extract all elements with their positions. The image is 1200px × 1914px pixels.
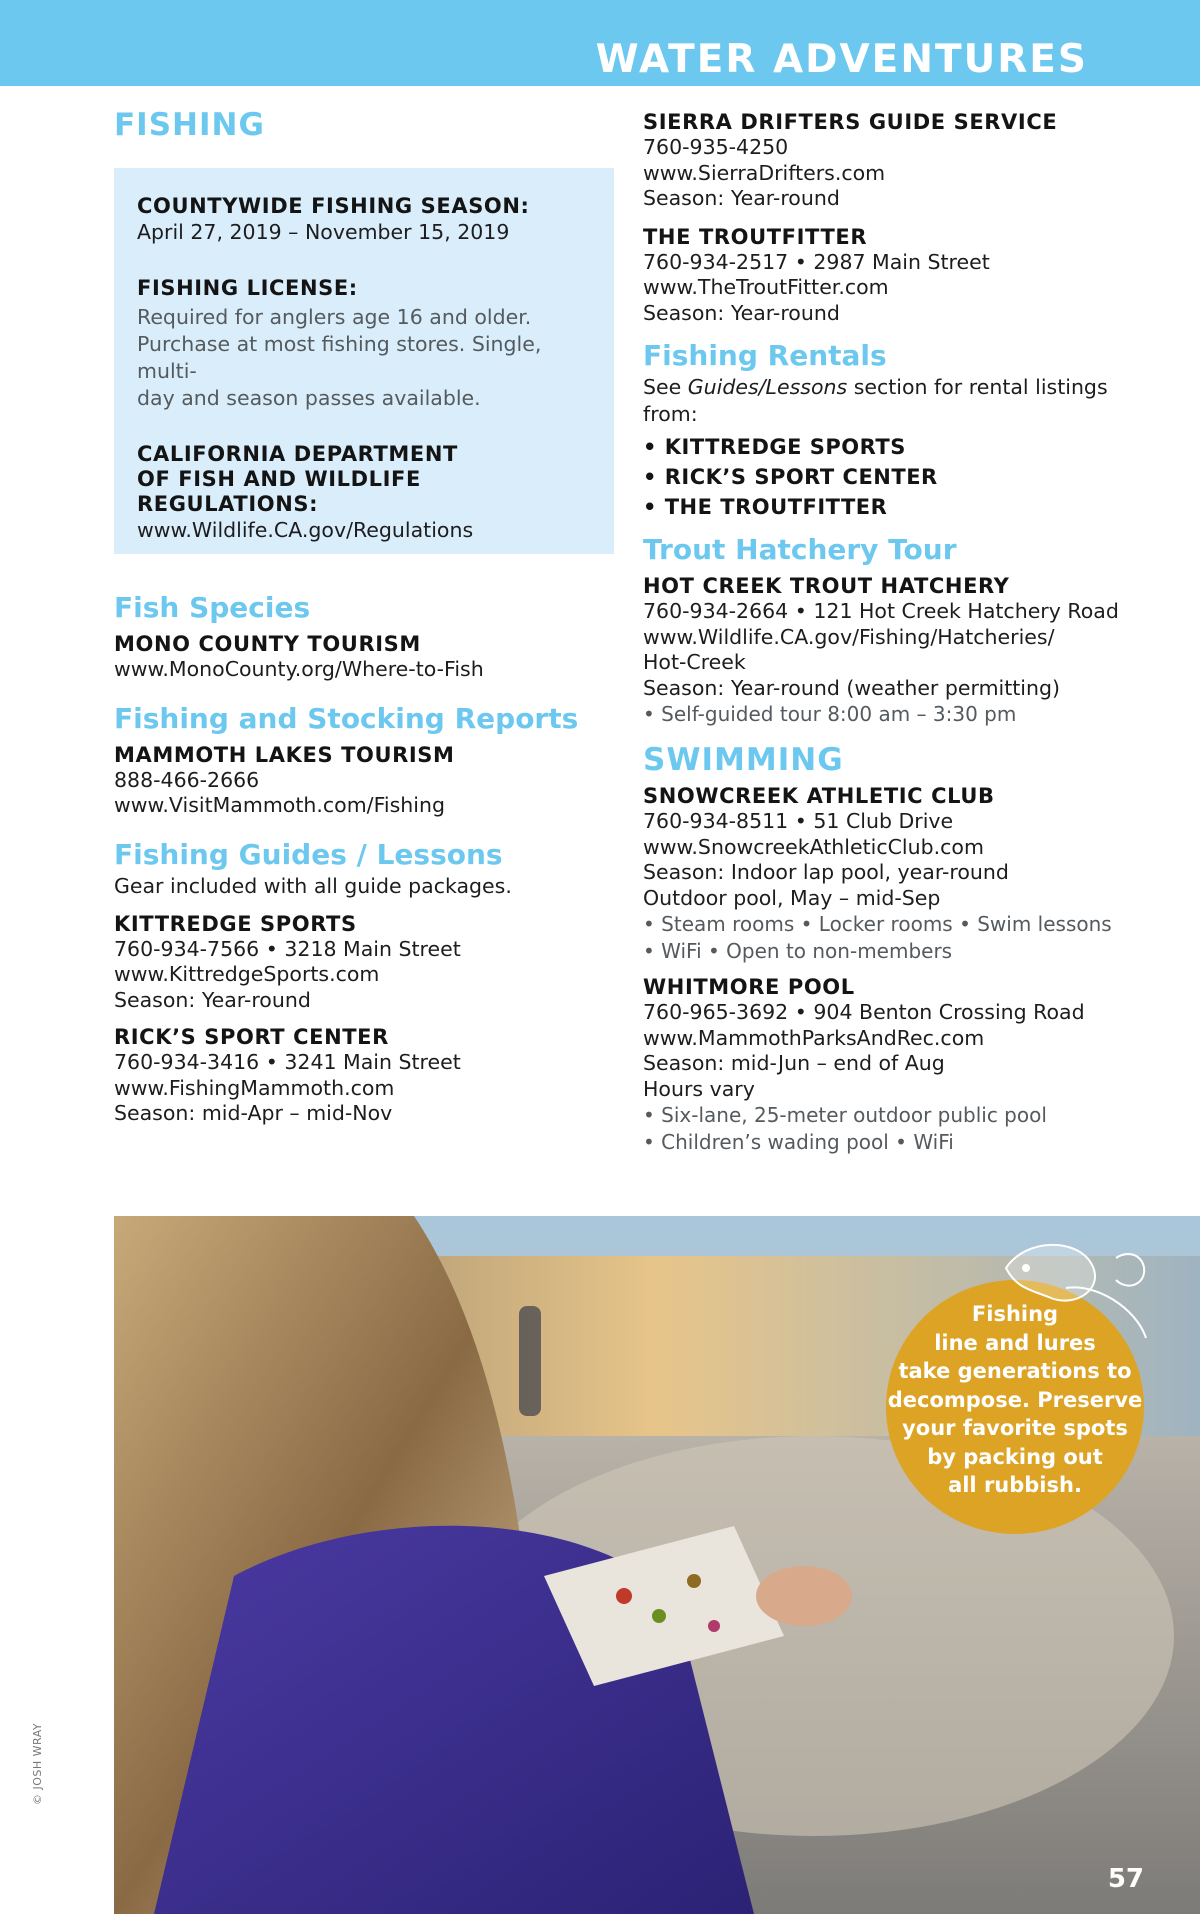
listing-season: Season: Year-round bbox=[114, 987, 311, 1012]
cdfw-heading: REGULATIONS: bbox=[137, 492, 319, 516]
fishing-info-box bbox=[114, 168, 614, 554]
listing-amenities: • Children’s wading pool • WiFi bbox=[643, 1130, 954, 1154]
listing-name: KITTREDGE SPORTS bbox=[114, 911, 357, 936]
listing-amenities: • Steam rooms • Locker rooms • Swim lessons bbox=[643, 912, 1112, 936]
callout-line: take generations to bbox=[898, 1359, 1132, 1383]
license-line: Purchase at most fishing stores. Single, multi- bbox=[137, 332, 542, 383]
listing-amenities: • Six-lane, 25-meter outdoor public pool bbox=[643, 1103, 1047, 1127]
listing-name: HOT CREEK TROUT HATCHERY bbox=[643, 574, 1010, 598]
photo-fly bbox=[687, 1574, 701, 1588]
rental-item: • KITTREDGE SPORTS bbox=[643, 435, 906, 459]
cdfw-heading: OF FISH AND WILDLIFE bbox=[137, 467, 421, 491]
photo-distant-figure bbox=[519, 1306, 541, 1416]
cdfw-heading: CALIFORNIA DEPARTMENT bbox=[137, 442, 458, 466]
photo-fly bbox=[708, 1620, 720, 1632]
page-title: WATER ADVENTURES bbox=[595, 37, 1088, 82]
listing-season: Season: Year-round bbox=[643, 300, 840, 325]
rentals-intro: See Guides/Lessons section for rental listings from: bbox=[643, 375, 1108, 426]
mono-county-name: MONO COUNTY TOURISM bbox=[114, 632, 421, 656]
mono-county-url[interactable]: www.MonoCounty.org/Where-to-Fish bbox=[114, 657, 484, 681]
fishing-rentals-title: Fishing Rentals bbox=[643, 339, 887, 372]
license-line: Required for anglers age 16 and older. bbox=[137, 305, 532, 329]
listing-contact: 760-934-7566 • 3218 Main Street bbox=[114, 936, 461, 961]
listing-url-cont[interactable]: Hot-Creek bbox=[643, 650, 746, 674]
listing-phone: 760-935-4250 bbox=[643, 135, 789, 159]
listing-contact: 760-934-2664 • 121 Hot Creek Hatchery Road bbox=[643, 599, 1119, 623]
callout-line: by packing out bbox=[927, 1444, 1103, 1469]
mammoth-tourism-name: MAMMOTH LAKES TOURISM bbox=[114, 742, 455, 767]
guide-listing-troutfitter bbox=[643, 225, 1163, 327]
listing-url[interactable]: www.TheTroutFitter.com bbox=[643, 275, 889, 299]
rental-item: • RICK’S SPORT CENTER bbox=[643, 465, 938, 489]
license-heading: FISHING LICENSE: bbox=[137, 276, 358, 300]
mammoth-tourism-url[interactable]: www.VisitMammoth.com/Fishing bbox=[114, 793, 445, 817]
page-number: 57 bbox=[1107, 1864, 1144, 1894]
season-dates: April 27, 2019 – November 15, 2019 bbox=[137, 220, 510, 244]
callout-line: line and lures bbox=[934, 1330, 1096, 1355]
listing-name: THE TROUTFITTER bbox=[643, 224, 868, 249]
photo-fly bbox=[616, 1588, 632, 1604]
photo-fly bbox=[652, 1609, 666, 1623]
left-listings bbox=[114, 590, 614, 1127]
hatchery-listing bbox=[643, 574, 1163, 728]
guides-note: Gear included with all guide packages. bbox=[114, 873, 512, 898]
listing-contact: 760-965-3692 • 904 Benton Crossing Road bbox=[643, 1000, 1085, 1024]
swim-listing-whitmore bbox=[643, 975, 1163, 1156]
listing-contact: 760-934-2517 • 2987 Main Street bbox=[643, 249, 990, 274]
listing-url[interactable]: www.Wildlife.CA.gov/Fishing/Hatcheries/ bbox=[643, 624, 1055, 649]
listing-season: Season: Indoor lap pool, year-round bbox=[643, 860, 1009, 884]
listing-contact: 760-934-3416 • 3241 Main Street bbox=[114, 1050, 461, 1074]
listing-name: WHITMORE POOL bbox=[643, 975, 855, 999]
callout-line: Fishing bbox=[971, 1302, 1059, 1326]
callout-line: all rubbish. bbox=[948, 1473, 1082, 1497]
rental-item: • THE TROUTFITTER bbox=[643, 495, 888, 519]
callout-text bbox=[886, 1300, 1144, 1500]
listing-url[interactable]: www.FishingMammoth.com bbox=[114, 1075, 395, 1100]
listing-hours: Hours vary bbox=[643, 1076, 755, 1101]
right-column bbox=[643, 110, 1163, 1156]
photo-credit: © JOSH WRAY bbox=[31, 1722, 44, 1805]
left-column bbox=[114, 105, 614, 145]
listing-name: SIERRA DRIFTERS GUIDE SERVICE bbox=[643, 110, 1058, 134]
fishing-guides-title: Fishing Guides / Lessons bbox=[114, 837, 503, 871]
photo-hand bbox=[756, 1566, 852, 1626]
listing-amenities: • WiFi • Open to non-members bbox=[643, 939, 953, 963]
season-heading: COUNTYWIDE FISHING SEASON: bbox=[137, 194, 530, 218]
fishing-title: FISHING bbox=[114, 107, 265, 143]
cdfw-url[interactable]: www.Wildlife.CA.gov/Regulations bbox=[137, 518, 474, 542]
listing-url[interactable]: www.KittredgeSports.com bbox=[114, 962, 380, 986]
fishing-reports-title: Fishing and Stocking Reports bbox=[114, 701, 579, 735]
listing-season: Season: Year-round bbox=[643, 186, 840, 210]
guide-listing-ricks bbox=[114, 1025, 614, 1127]
listing-season: Season: mid-Jun – end of Aug bbox=[643, 1051, 945, 1075]
listing-url[interactable]: www.MammothParksAndRec.com bbox=[643, 1025, 985, 1050]
guide-listing-sierra-drifters bbox=[643, 110, 1163, 212]
mammoth-tourism-phone: 888-466-2666 bbox=[114, 767, 260, 792]
callout-line: decompose. Preserve bbox=[887, 1387, 1143, 1412]
listing-contact: 760-934-8511 • 51 Club Drive bbox=[643, 809, 954, 833]
swim-listing-snowcreek bbox=[643, 784, 1163, 965]
swimming-title: SWIMMING bbox=[643, 742, 844, 778]
guide-listing-kittredge bbox=[114, 912, 614, 1014]
trout-hatchery-title: Trout Hatchery Tour bbox=[643, 533, 957, 566]
listing-url[interactable]: www.SnowcreekAthleticClub.com bbox=[643, 834, 984, 859]
license-line: day and season passes available. bbox=[137, 386, 481, 410]
listing-name: RICK’S SPORT CENTER bbox=[114, 1025, 389, 1049]
listing-season: Season: Year-round (weather permitting) bbox=[643, 675, 1061, 700]
listing-url[interactable]: www.SierraDrifters.com bbox=[643, 160, 886, 185]
listing-season: Outdoor pool, May – mid-Sep bbox=[643, 885, 941, 910]
listing-name: SNOWCREEK ATHLETIC CLUB bbox=[643, 784, 995, 808]
listing-bullet: • Self-guided tour 8:00 am – 3:30 pm bbox=[643, 702, 1017, 726]
fish-species-title: Fish Species bbox=[114, 591, 311, 624]
callout-line: your favorite spots bbox=[902, 1416, 1128, 1440]
header-banner bbox=[0, 0, 1200, 86]
listing-season: Season: mid-Apr – mid-Nov bbox=[114, 1101, 393, 1125]
